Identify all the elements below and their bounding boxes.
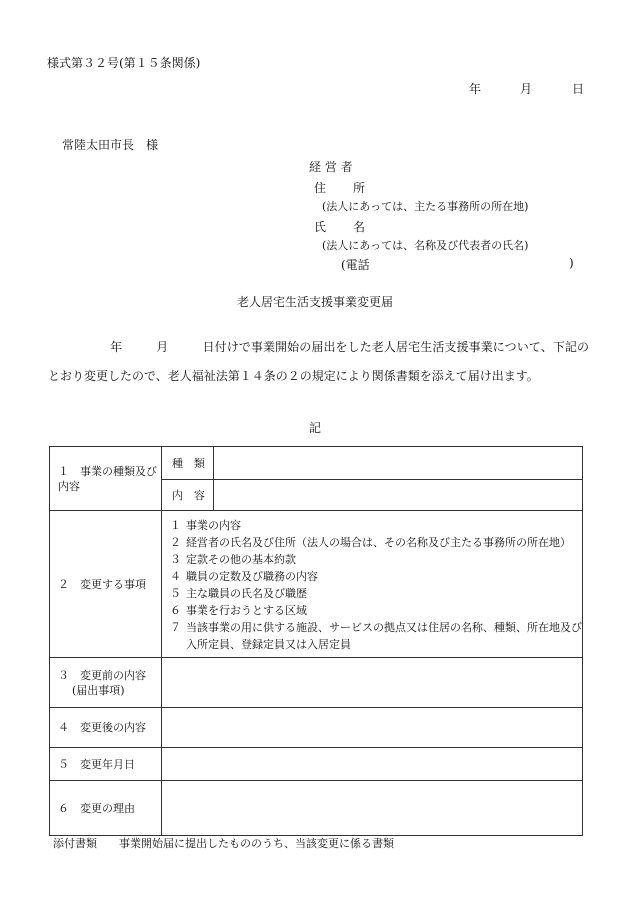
body-text: 日付けで事業開始の届出をした老人居宅生活支援事業について、下記のとおり変更したので、老人福祉法第１４条の２の規定により関係書類を添えて届け出ます。 bbox=[48, 340, 589, 383]
name-note: (法人にあっては、名称及び代表者の氏名) bbox=[322, 239, 529, 252]
form-number: 様式第３２号(第１５条関係) bbox=[47, 56, 201, 70]
table-row bbox=[50, 781, 583, 836]
date-day-label: 日 bbox=[572, 82, 585, 96]
table-row bbox=[50, 708, 583, 748]
row4-value[interactable] bbox=[162, 708, 583, 748]
attachments-label: 添付書類 bbox=[53, 837, 97, 850]
address-label: 住 所 bbox=[314, 181, 367, 195]
table-row bbox=[50, 447, 583, 480]
row5-value[interactable] bbox=[162, 748, 583, 781]
date-month-label: 月 bbox=[520, 82, 533, 96]
type-label: 種 類 bbox=[162, 447, 214, 480]
address-note: (法人にあっては、主たる事務所の所在地) bbox=[322, 200, 529, 213]
row1-label: １ 事業の種類及び内容 bbox=[50, 447, 162, 511]
document-title: 老人居宅生活支援事業変更届 bbox=[236, 295, 393, 309]
row3-value[interactable] bbox=[162, 658, 583, 708]
list-item: ２ 経営者の氏名及び住所（法人の場合は、その名称及び主たる事務所の所在地） bbox=[170, 536, 571, 549]
row5-label: ５ 変更年月日 bbox=[50, 748, 162, 781]
list-item: １ 事業の内容 bbox=[170, 519, 241, 532]
addressee: 常陸太田市長 様 bbox=[62, 138, 159, 152]
content-value[interactable] bbox=[214, 480, 583, 511]
row2-label: ２ 変更する事項 bbox=[50, 511, 162, 658]
content-label: 内 容 bbox=[162, 480, 214, 511]
table-row bbox=[50, 658, 583, 708]
phone-label: (電話 bbox=[341, 258, 370, 272]
list-item: ３ 定款その他の基本約款 bbox=[170, 553, 296, 566]
type-value[interactable] bbox=[214, 447, 583, 480]
details-table bbox=[49, 446, 583, 836]
row6-label: ６ 変更の理由 bbox=[50, 781, 162, 836]
ki-heading: 記 bbox=[308, 421, 321, 435]
body-month: 月 bbox=[156, 340, 169, 354]
date-year-label: 年 bbox=[469, 82, 482, 96]
attachments-note bbox=[53, 835, 394, 851]
attachments-text: 事業開始届に提出したもののうち、当該変更に係る書類 bbox=[119, 837, 394, 850]
row3-label: ３ 変更前の内容 (届出事項) bbox=[50, 658, 162, 708]
list-item: ５ 主な職員の氏名及び職歴 bbox=[170, 587, 307, 600]
change-items-list bbox=[162, 511, 583, 658]
list-item: ７ 当該事業の用に供する施設、サービスの拠点又は住居の名称、種類、所在地及び入所定員、登録定員又は入居定員 bbox=[170, 621, 582, 651]
body-paragraph bbox=[48, 333, 589, 391]
phone-close-paren: ) bbox=[569, 256, 574, 270]
list-item: ６ 事業を行おうとする区域 bbox=[170, 604, 307, 617]
body-year: 年 bbox=[110, 340, 123, 354]
row4-label: ４ 変更後の内容 bbox=[50, 708, 162, 748]
list-item: ４ 職員の定数及び職務の内容 bbox=[170, 570, 318, 583]
row3-sub-label: (届出事項) bbox=[72, 683, 125, 697]
manager-label: 経 営 者 bbox=[309, 160, 353, 174]
name-label: 氏 名 bbox=[314, 220, 367, 234]
row6-value[interactable] bbox=[162, 781, 583, 836]
table-row bbox=[50, 511, 583, 658]
table-row bbox=[50, 748, 583, 781]
